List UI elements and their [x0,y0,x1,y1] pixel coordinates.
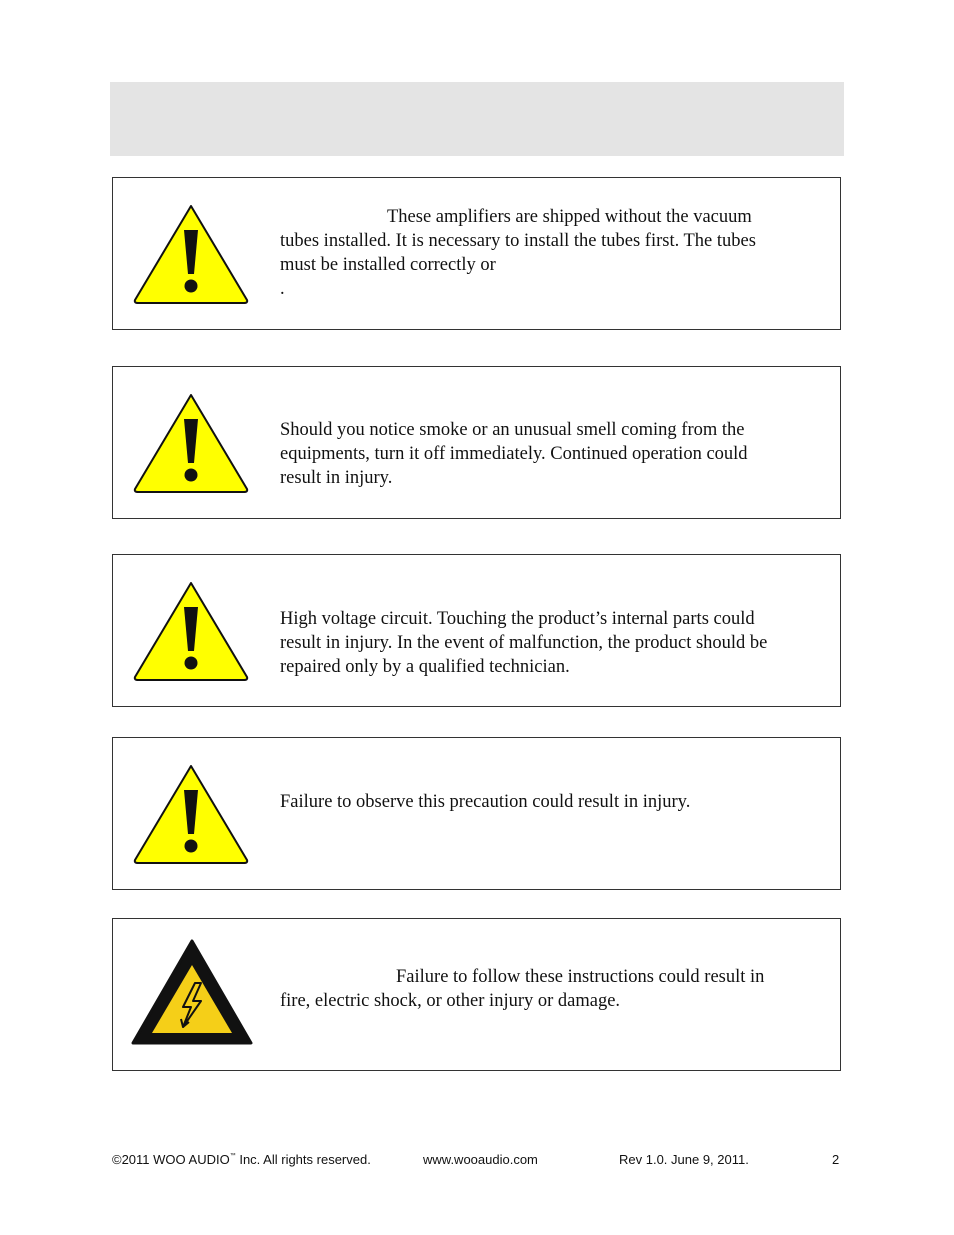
footer-website-link[interactable]: www.wooaudio.com [423,1152,538,1167]
rights-text: Inc. All rights reserved. [235,1152,371,1167]
footer-page-number: 2 [832,1152,840,1167]
warning-text: These amplifiers are shipped without the vacuum tubes installed. It is necessary to install the tubes first. The tubes must be installed correctly or . [280,207,756,299]
warning-text: Should you notice smoke or an unusual smell coming from the equipments, turn it off immediately. Continued operation could result in injury. [280,420,748,488]
warning-exclamation-icon [132,762,250,866]
page-footer [0,1152,954,1172]
warning-text: Failure to observe this precaution could result in injury. [280,792,691,812]
warning-exclamation-icon [132,579,250,683]
trademark-symbol: ™ [229,1153,236,1159]
warning-exclamation-icon [132,391,250,495]
warning-box-electric-shock [112,918,841,1071]
copyright-text: ©2011 WOO AUDIO [112,1152,230,1167]
warning-box-precaution [112,737,841,890]
warning-exclamation-icon [132,202,250,306]
footer-copyright [112,1152,371,1167]
warning-box-high-voltage-circuit [112,554,841,707]
warning-text: Failure to follow these instructions could result in fire, electric shock, or other injury or damage. [280,967,765,1011]
warning-box-tube-installation [112,177,841,330]
warning-box-smoke [112,366,841,519]
high-voltage-icon [131,939,253,1047]
section-header-band [110,82,844,156]
footer-revision: Rev 1.0. June 9, 2011. [619,1152,749,1167]
warning-text: High voltage circuit. Touching the product’s internal parts could result in injury. In the event of malfunction, the product should be repaired only by a qualified technician. [280,609,768,677]
